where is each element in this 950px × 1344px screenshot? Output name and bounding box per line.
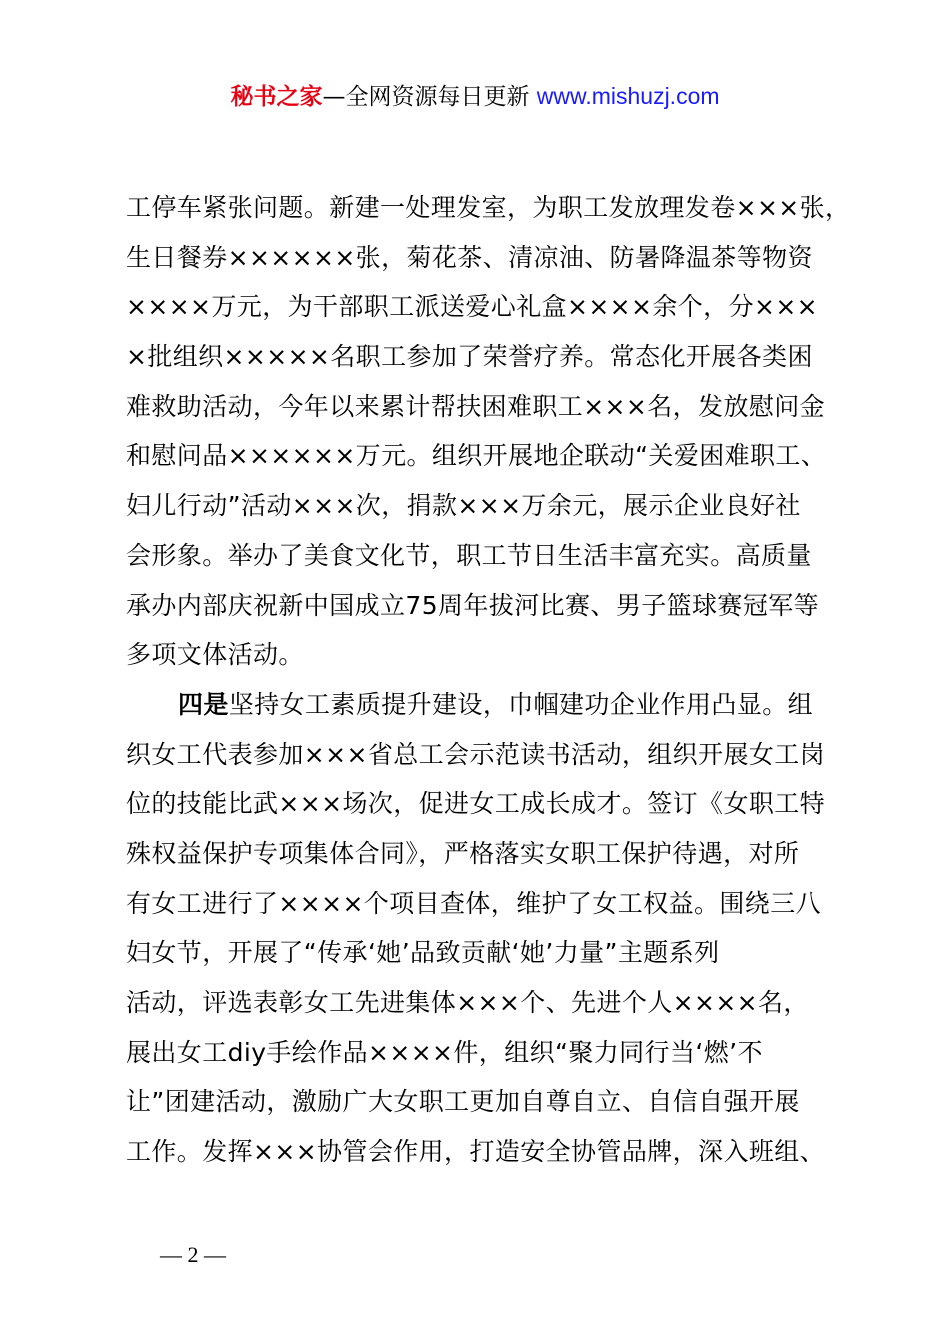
body-line: 妇儿行动”活动×××次，捐款×××万余元，展示企业良好社 [126,491,801,521]
body-line: 有女工进行了××××个项目查体，维护了女工权益。围绕三八 [126,888,821,918]
body-line: 让”团建活动，激励广大女职工更加自尊自立、自信自强开展 [126,1087,800,1117]
paragraph-first-line-text: 坚持女工素质提升建设，巾帼建功企业作用凸显。组 [228,689,814,719]
body-line: 位的技能比武×××场次，促进女工成长成才。签订《女职工特 [126,789,826,819]
body-line: 织女工代表参加×××省总工会示范读书活动，组织开展女工岗 [126,739,826,769]
page-number: — 2 — [160,1242,226,1267]
document-body [126,183,851,1177]
body-line: ×批组织×××××名职工参加了荣誉疗养。常态化开展各类困 [126,342,813,372]
page-header [0,78,950,115]
site-link[interactable]: www.mishuzj.com [536,83,720,109]
body-line: 难救助活动，今年以来累计帮扶困难职工×××名，发放慰问金 [126,391,826,421]
body-line: 生日餐券××××××张，菊花茶、清凉油、防暑降温茶等物资 [126,242,813,272]
body-line: 工作。发挥×××协管会作用，打造安全协管品牌，深入班组、 [126,1137,826,1167]
body-line: 殊权益保护专项集体合同》，严格落实女职工保护待遇，对所 [126,838,800,868]
body-line: 展出女工diy手绘作品××××件，组织“聚力同行当‘燃’不 [126,1037,763,1067]
body-line: 承办内部庆祝新中国成立75周年拔河比赛、男子篮球赛冠军等 [126,590,820,620]
paragraph-lead: 四是 [178,689,229,719]
body-line: 妇女节，开展了“传承‘她’品致贡献‘她’力量”主题系列 [126,938,720,968]
body-line: 工停车紧张问题。新建一处理发室，为职工发放理发卷×××张， [126,193,851,222]
body-line: 活动，评选表彰女工先进集体×××个、先进个人××××名， [126,988,809,1017]
body-line: 会形象。举办了美食文化节，职工节日生活丰富充实。高质量 [126,540,812,570]
body-line: 多项文体活动。 [126,640,304,670]
body-line: 和慰问品××××××万元。组织开展地企联动“关爱困难职工、 [126,441,827,471]
brand-name: 秘书之家 [230,84,323,110]
body-line: ××××万元，为干部职工派送爱心礼盒××××余个，分××× [126,292,819,322]
paragraph-first-line [126,680,836,730]
header-tagline: —全网资源每日更新 [322,84,537,110]
